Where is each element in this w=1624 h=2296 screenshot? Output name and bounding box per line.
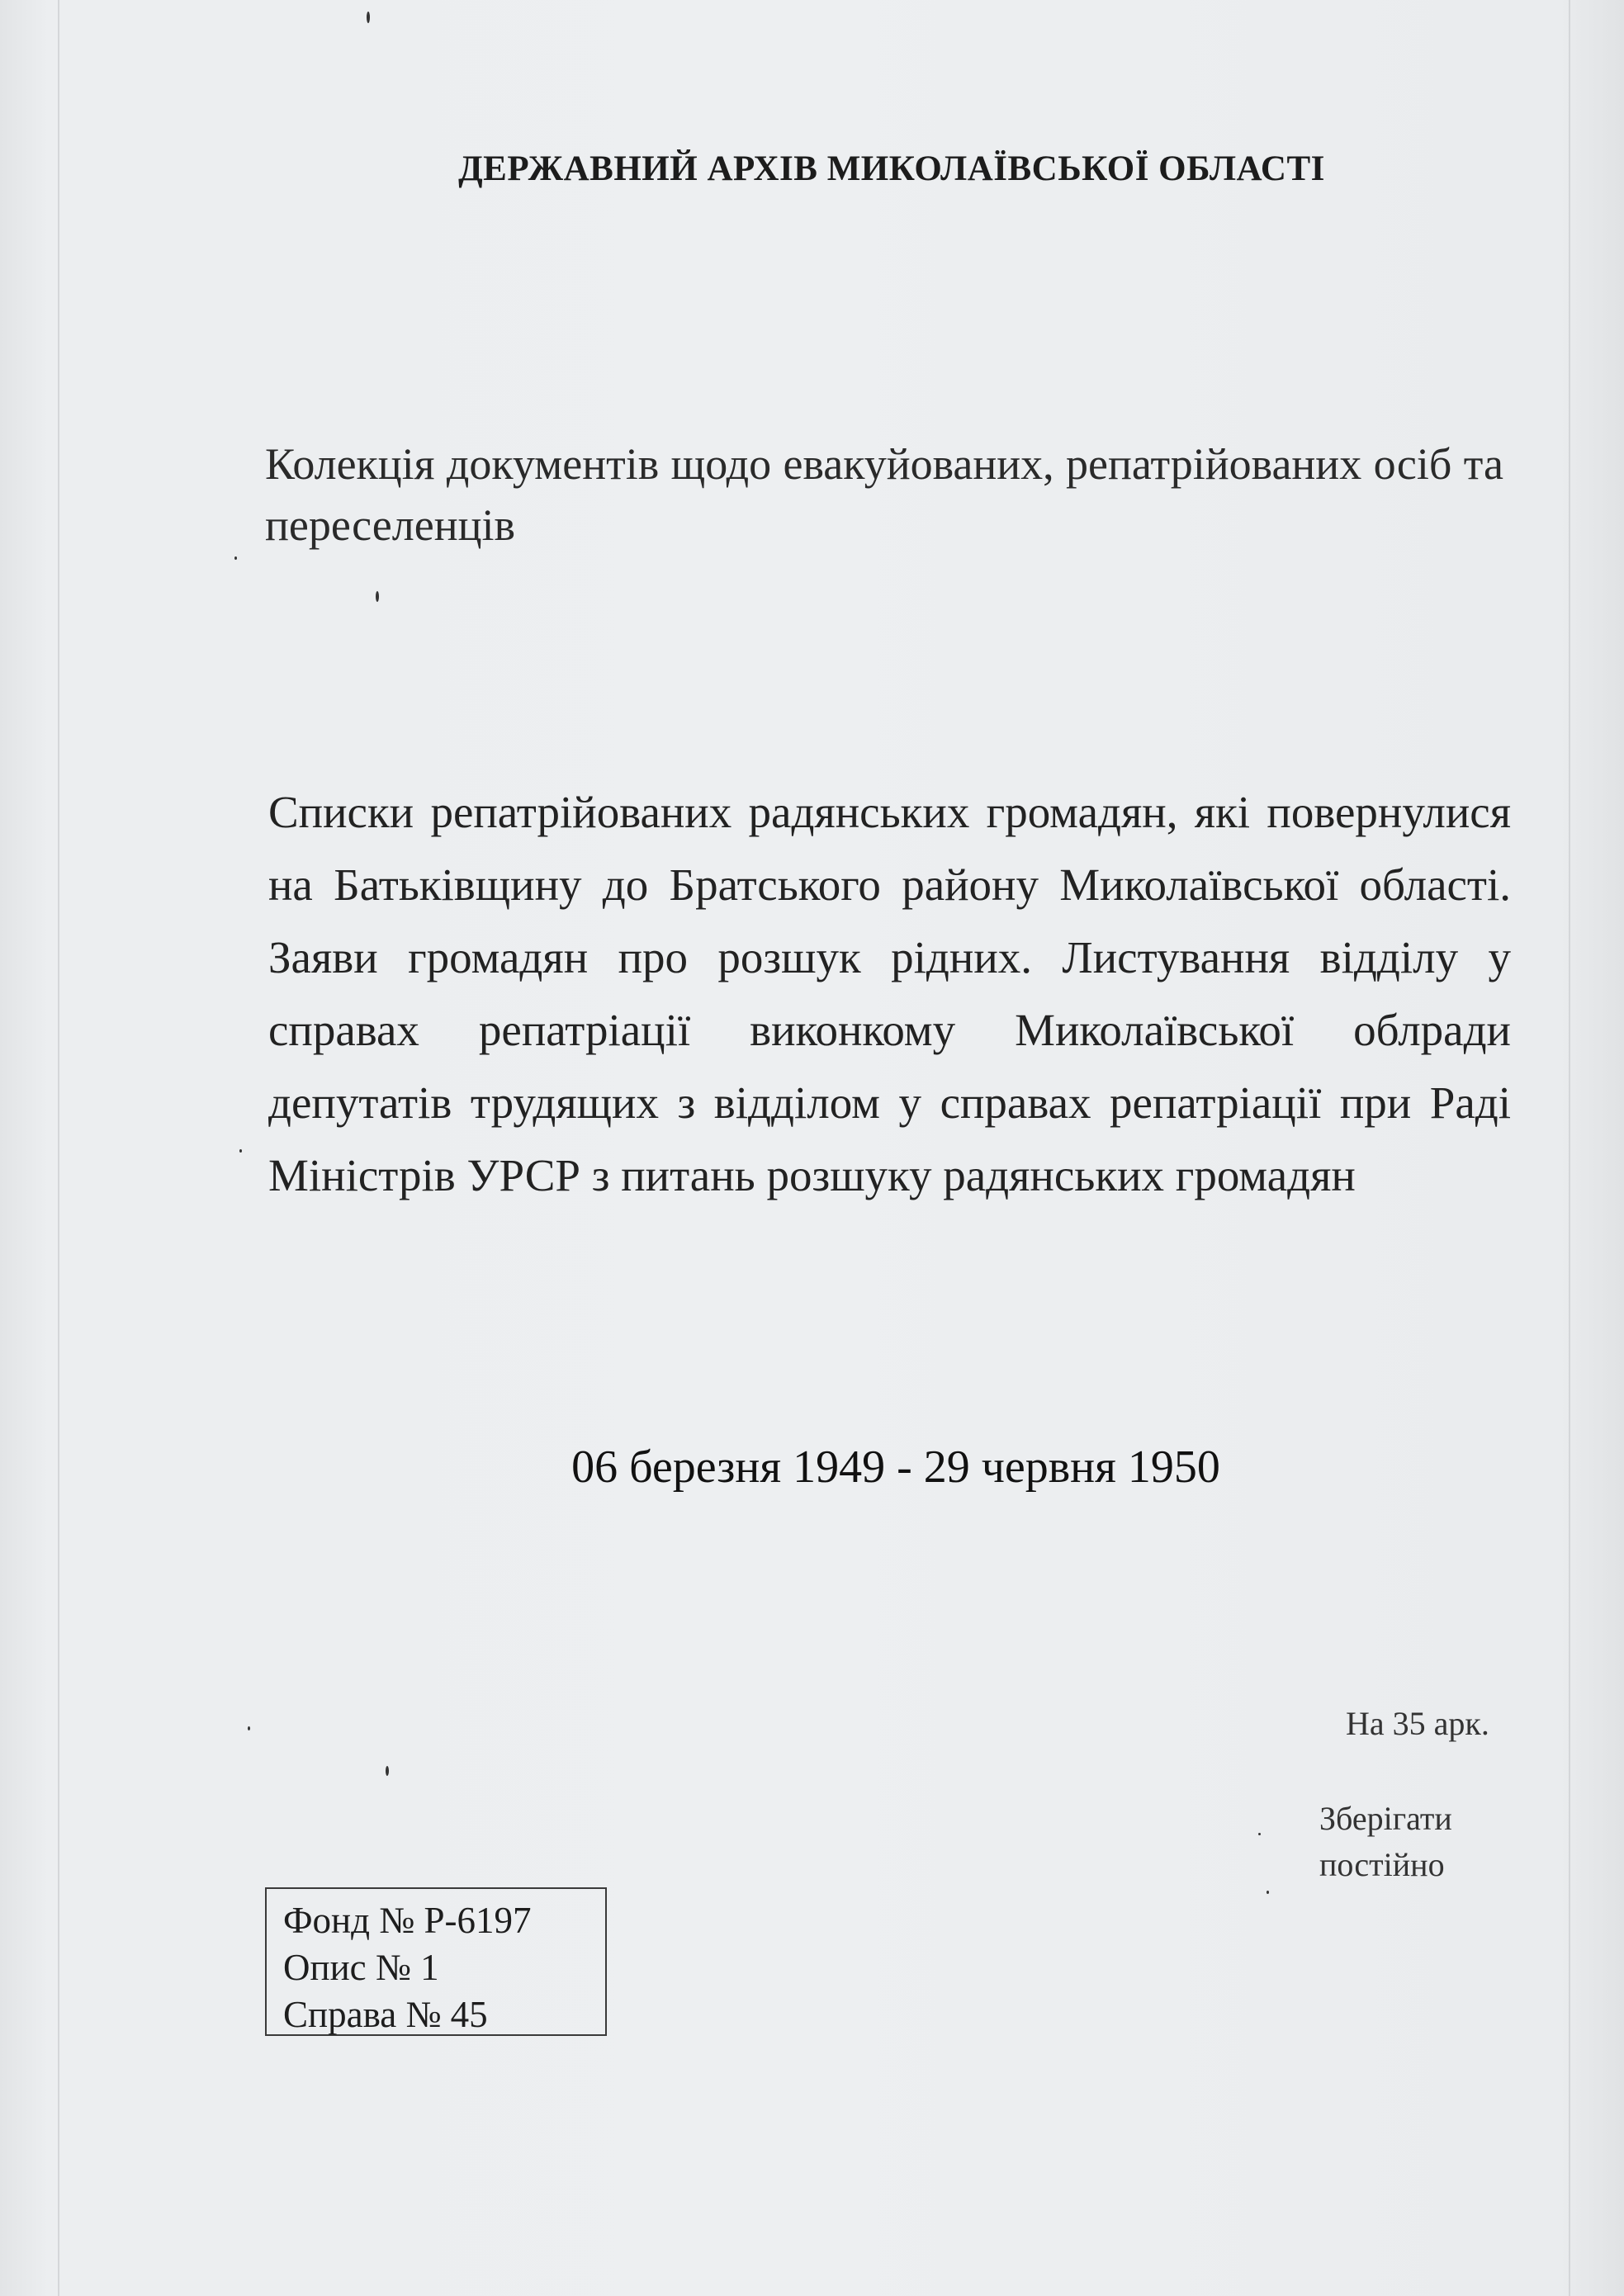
collection-title: Колекція документів щодо евакуйованих, репатрійованих осіб та переселенців — [265, 439, 1503, 550]
sprava-number: Справа № 45 — [283, 1994, 488, 2035]
scan-speck — [239, 1149, 242, 1153]
file-description: Списки репатрійованих радянських громадян, які повернулися на Батьківщину до Братського району Миколаївської області. Заяви громадян про розшук рідних. Листування відділу у справах репатріації виконкому Миколаївської облради депутатів трудящих з відділом у справах репатріації при Раді Міністрів УРСР з питань розшуку радянських громадян — [268, 787, 1511, 1200]
file-date-range: 06 березня 1949 - 29 червня 1950 — [571, 1442, 1220, 1493]
scan-speck — [386, 1766, 389, 1776]
scan-speck — [234, 556, 237, 560]
archive-reference-box — [265, 1887, 607, 2036]
fond-number: Фонд № Р-6197 — [283, 1900, 532, 1941]
sheet-count: На 35 арк. — [1346, 1705, 1489, 1742]
scan-speck — [1267, 1891, 1269, 1894]
scan-speck — [367, 12, 370, 23]
page-fold-left — [58, 0, 59, 2296]
scan-speck — [1258, 1833, 1261, 1835]
scan-speck — [376, 591, 379, 602]
opys-number: Опис № 1 — [283, 1947, 439, 1988]
scan-speck — [248, 1726, 250, 1730]
page-fold-right — [1569, 0, 1570, 2296]
retention-line-1: Зберігати — [1319, 1800, 1452, 1837]
retention-line-2: постійно — [1319, 1846, 1445, 1883]
retention-note — [1319, 1796, 1452, 1888]
archive-title: ДЕРЖАВНИЙ АРХІВ МИКОЛАЇВСЬКОЇ ОБЛАСТІ — [458, 149, 1325, 188]
